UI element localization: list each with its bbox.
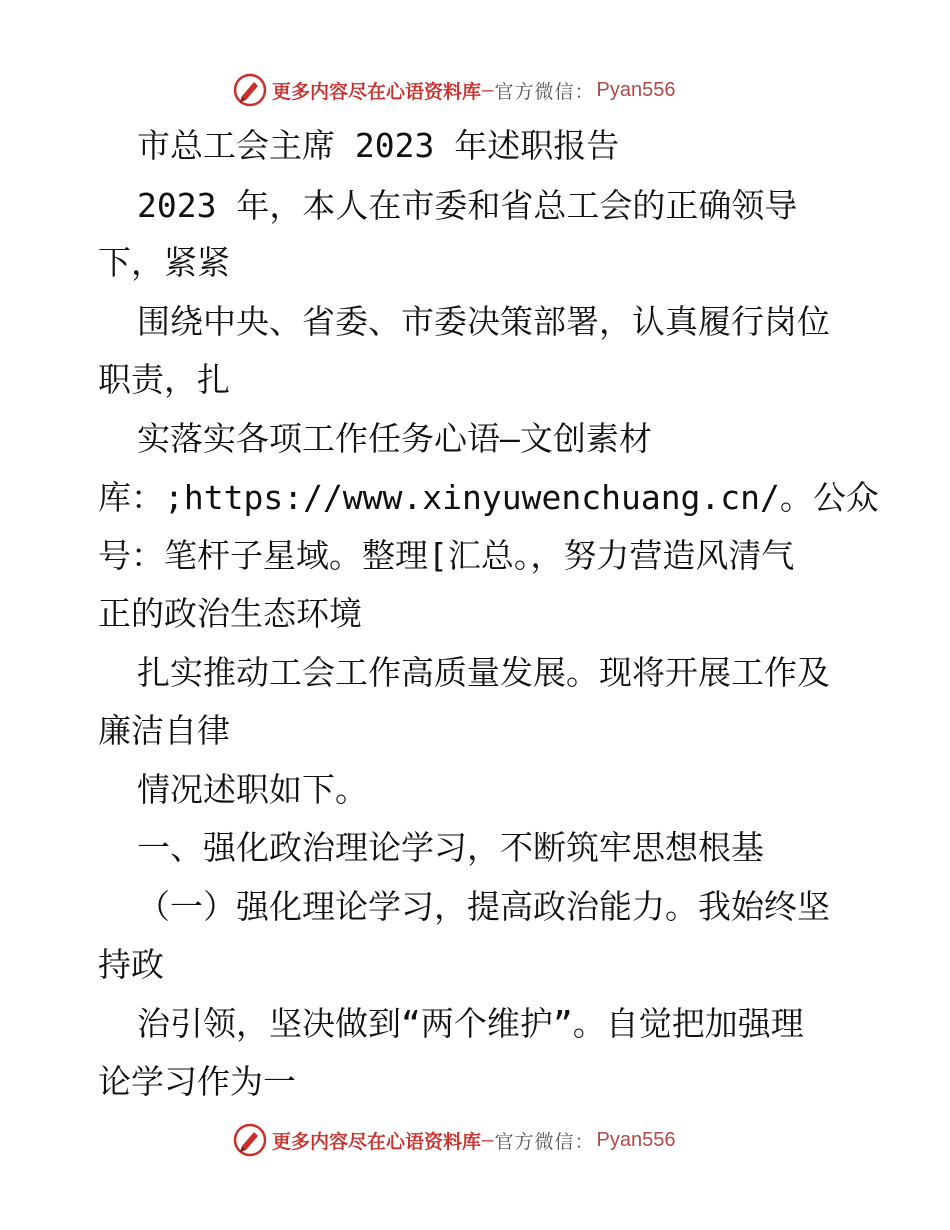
paragraph-line: 实落实各项工作任务心语—文创素材 [137,419,652,458]
banner-main-text: 更多内容尽在心语资料库 [272,80,482,103]
banner-dash: — [482,1129,494,1151]
paragraph-line: 职责，扎 [98,360,230,399]
banner-sub-text: 官方微信： [494,80,595,103]
paragraph-line: 持政 [98,945,164,984]
brand-logo-icon [232,72,268,108]
paragraph-line: 号：笔杆子星域。整理[汇总。，努力营造风清气 [98,536,795,575]
banner-wechat-id: Pyan556 [596,78,676,101]
paragraph-line: 2023 年，本人在市委和省总工会的正确领导 [137,186,798,225]
paragraph-line: 正的政治生态环境 [98,594,362,633]
document-title: 市总工会主席 2023 年述职报告 [137,126,620,165]
paragraph-line: 治引领，坚决做到“两个维护”。自觉把加强理 [137,1004,804,1043]
banner-sub-text: 官方微信： [494,1130,595,1153]
banner-main-text: 更多内容尽在心语资料库 [272,1130,482,1153]
banner-dash: — [482,79,494,101]
header-banner [232,70,675,110]
paragraph-line: 廉洁自律 [98,711,230,750]
banner-wechat-id: Pyan556 [596,1128,676,1151]
subsection-line: （一）强化理论学习，提高政治能力。我始终坚 [137,887,830,926]
brand-logo-icon [232,1122,268,1158]
paragraph-line: 库：;https://www.xinyuwenchuang.cn/。公众 [98,478,879,517]
paragraph-line: 围绕中央、省委、市委决策部署，认真履行岗位 [137,302,830,341]
footer-banner [232,1120,675,1160]
paragraph-line: 论学习作为一 [98,1062,296,1101]
paragraph-line: 情况述职如下。 [137,770,368,809]
paragraph-line: 下，紧紧 [98,243,230,282]
section-heading: 一、强化政治理论学习，不断筑牢思想根基 [137,828,764,867]
paragraph-line: 扎实推动工会工作高质量发展。现将开展工作及 [137,653,830,692]
